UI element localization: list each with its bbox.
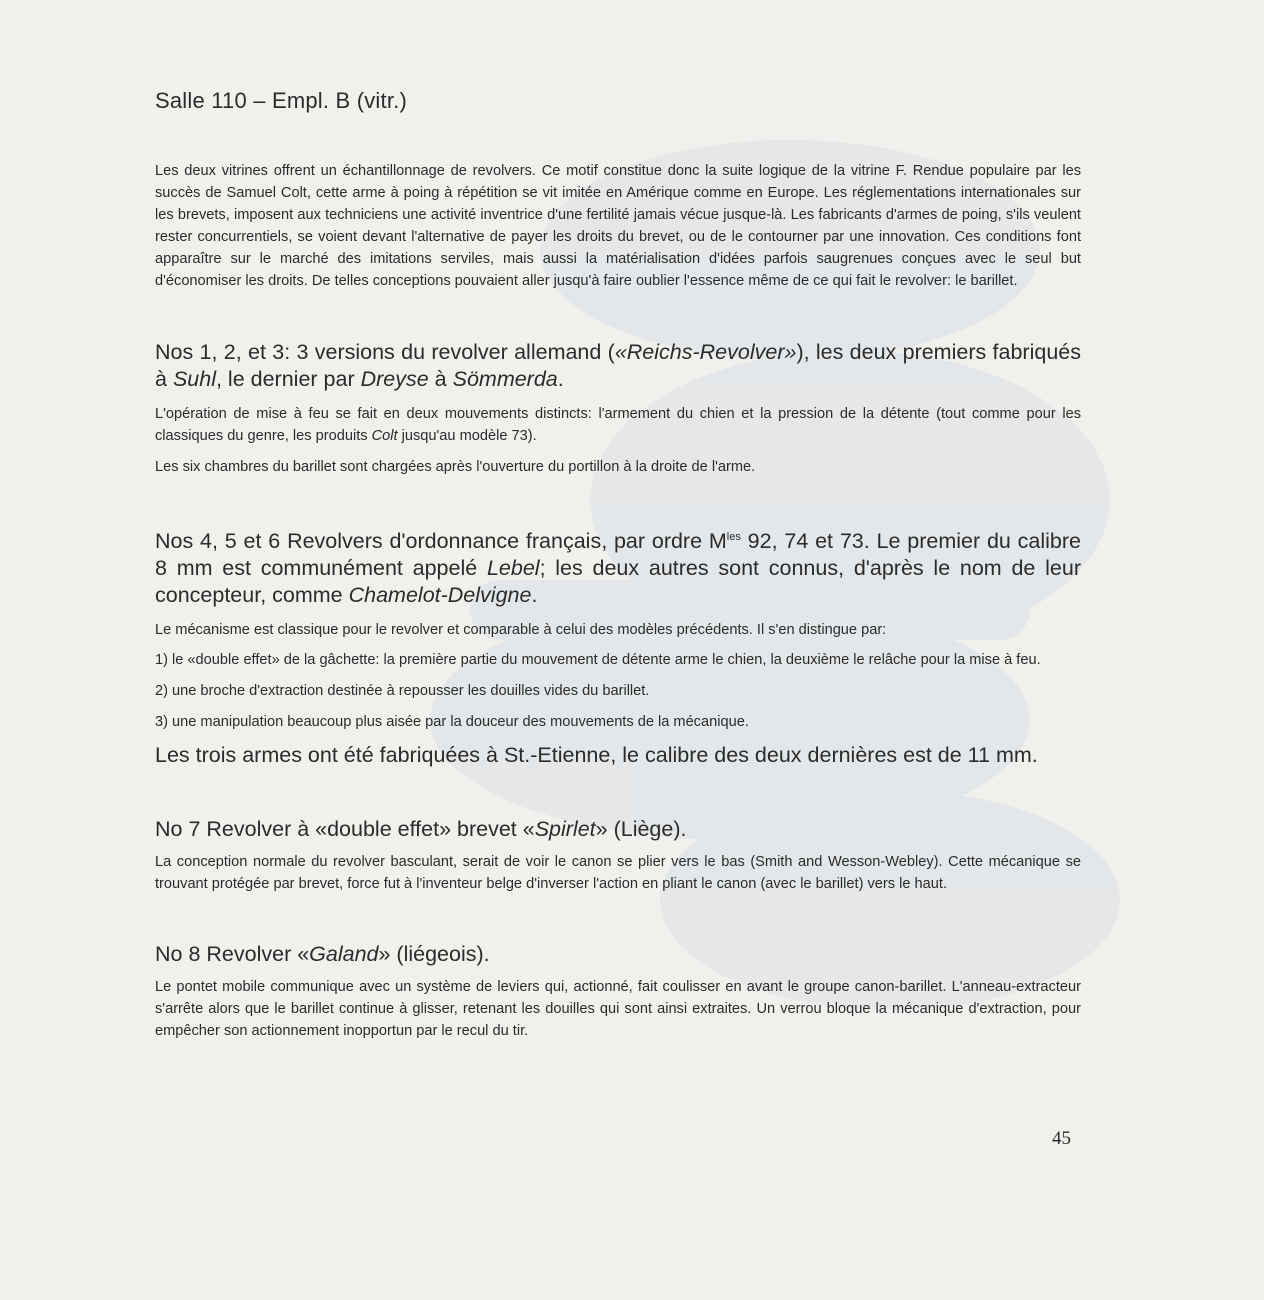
page-number: 45 [1052,1128,1071,1149]
section-4-heading: No 8 Revolver «Galand» (liégeois). [155,942,490,966]
room-title: Salle 110 – Empl. B (vitr.) [155,88,407,113]
section-galand [155,941,1081,1042]
list-item: 1) le «double effet» de la gâchette: la première partie du mouvement de détente arme le chien, la deuxième le relâche pour la mise à feu. [155,652,1041,668]
section-spirlet [155,816,1081,895]
section-2-closing: Les trois armes ont été fabriquées à St.-Etienne, le calibre des deux dernières est de 11 mm. [155,743,1038,767]
features-list [155,649,1081,733]
section-reichs-revolver [155,339,1081,478]
section-4-paragraph: Le pontet mobile communique avec un système de leviers qui, actionné, fait coulisser en avant le groupe canon-barillet. L'anneau-extracteur s'arrête alors que le barillet continue à glisser, retenant les douilles qui sont ainsi extraites. Un verrou bloque la mécanique d'extraction, pour empêcher son actionnement inopportun par le recul du tir. [155,979,1081,1039]
section-2-heading: Nos 4, 5 et 6 Revolvers d'ordonnance français, par ordre $M^{les}$ 92, 74 et 73. Le premier du calibre 8 mm est communément appelé Lebel; les deux autres sont connus, d'après le nom de leur concepteur, comme Chamelot-Delvigne. [155,529,1082,607]
document-page [155,88,1081,1088]
section-2-intro: Le mécanisme est classique pour le revolver et comparable à celui des modèles précédents. Il s'en distingue par: [155,622,887,638]
section-french-revolvers [155,524,1081,769]
section-1-paragraph-1: L'opération de mise à feu se fait en deux mouvements distincts: l'armement du chien et la pression de la détente (tout comme pour les classiques du genre, les produits Colt jusqu'au modèle 73). [155,406,1081,444]
intro-paragraph: Les deux vitrines offrent un échantillonnage de revolvers. Ce motif constitue donc la suite logique de la vitrine F. Rendue populaire par les succès de Samuel Colt, cette arme à poing à répétition se vit imitée en Amérique comme en Europe. Les réglementations internationales sur les brevets, imposent aux techniciens une activité inventrice d'une fertilité jamais vécue jusque-là. Les fabricants d'armes de poing, s'ils veulent rester concurrentiels, se voient devant l'alternative de payer les droits du brevet, ou de le contourner par une innovation. Ces conditions font apparaître sur le marché des imitations serviles, mais aussi la matérialisation d'idées parfois saugrenues conçues avec le seul but d'économiser les droits. De telles conceptions pouvaient aller jusqu'à faire oublier l'essence même de ce qui fait le revolver: le barillet. [155,163,1081,289]
list-item: 3) une manipulation beaucoup plus aisée par la douceur des mouvements de la mécanique. [155,714,749,730]
section-1-heading: Nos 1, 2, et 3: 3 versions du revolver allemand («Reichs-Revolver»), les deux premiers fabriqués à Suhl, le dernier par Dreyse à Sömmerda. [155,340,1081,391]
section-1-paragraph-2: Les six chambres du barillet sont chargées après l'ouverture du portillon à la droite de l'arme. [155,459,756,475]
section-3-paragraph: La conception normale du revolver basculant, serait de voir le canon se plier vers le bas (Smith and Wesson-Webley). Cette mécanique se trouvant protégée par brevet, force fut à l'inventeur belge d'inverser l'action en pliant le canon (avec le barillet) vers le haut. [155,854,1081,892]
section-3-heading: No 7 Revolver à «double effet» brevet «Spirlet» (Liège). [155,817,687,841]
list-item: 2) une broche d'extraction destinée à repousser les douilles vides du barillet. [155,683,650,699]
